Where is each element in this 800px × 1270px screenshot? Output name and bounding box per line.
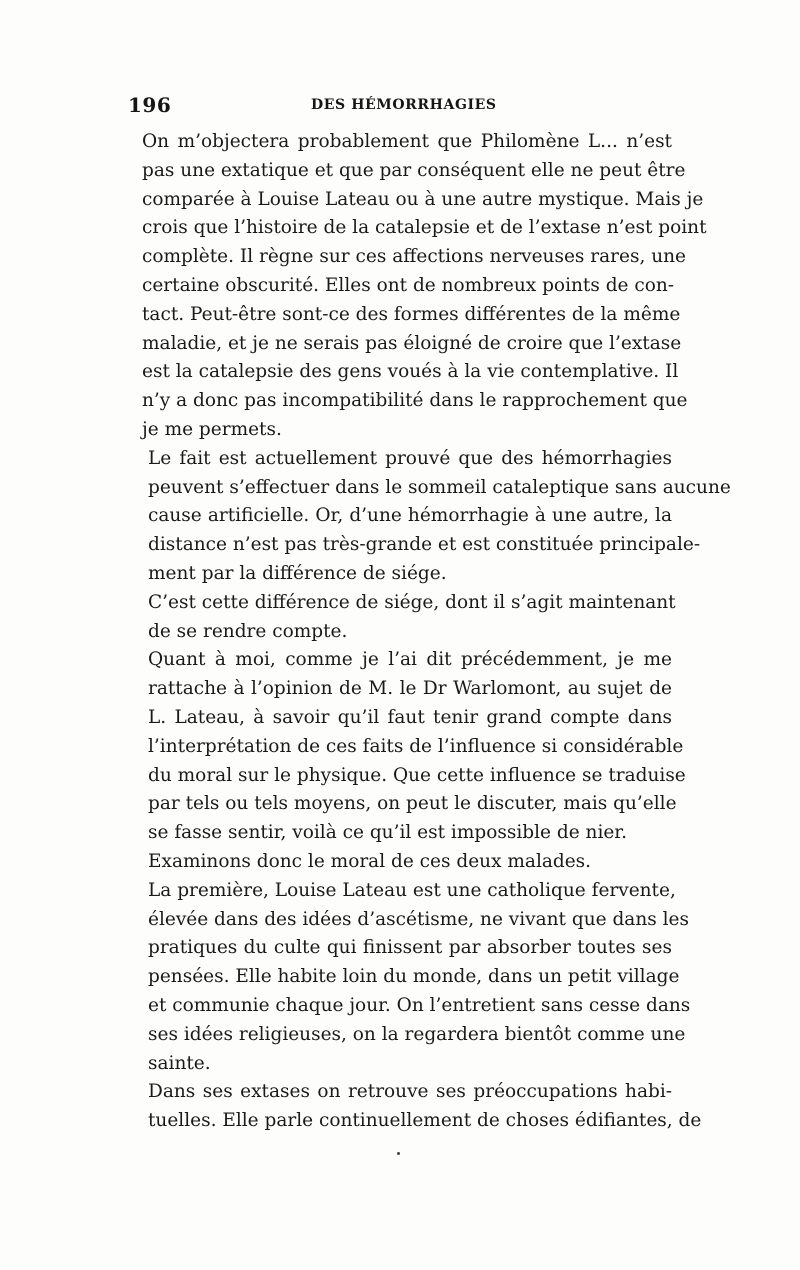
text-line: de se rendre compte. [148,620,348,642]
text-line: comparée à Louise Lateau ou à une autre mystique. Mais je [142,188,704,210]
paragraph [130,589,676,647]
running-head: DES HÉMORRHAGIES [311,97,497,113]
text-line: du moral sur le physique. Que cette influence se traduise [148,764,686,786]
text-line: pas une extatique et que par conséquent elle ne peut être [142,159,686,181]
paragraph [130,877,691,1079]
body-text [130,128,731,1136]
text-line: cause artificielle. Or, d’une hémorrhagie à une autre, la [148,505,672,527]
text-line: distance n’est pas très-grande et est constituée principale- [148,534,701,556]
text-line: crois que l’histoire de la catalepsie et de l’extase n’est point [142,217,707,239]
paragraph [130,445,731,589]
paragraph [130,848,672,877]
text-line: ses idées religieuses, on la regardera bientôt comme une [148,1023,686,1045]
text-line: sainte. [148,1052,211,1074]
text-line: peuvent s’effectuer dans le sommeil cataleptique sans aucune [148,476,731,498]
text-line: rattache à l’opinion de M. le Dr Warlomont, au sujet de [148,678,672,700]
text-line: pratiques du culte qui finissent par absorber toutes ses [148,937,672,959]
page-header [128,93,672,121]
text-line: tact. Peut-être sont-ce des formes différentes de la même [142,303,681,325]
text-line: l’interprétation de ces faits de l’influence si considérable [148,735,684,757]
paragraph [130,128,707,445]
text-line: complète. Il règne sur ces affections nerveuses rares, une [142,246,686,268]
page-number: 196 [128,93,172,117]
text-line: maladie, et je ne serais pas éloigné de croire que l’extase [142,332,682,354]
text-line: La première, Louise Lateau est une catholique fervente, [148,879,676,901]
text-line: On m’objectera probablement que Philomène L... n’est [142,131,672,152]
text-line: C’est cette différence de siége, dont il s’agit maintenant [148,591,676,613]
paragraph [130,646,686,848]
text-line: tuelles. Elle parle continuellement de choses édifiantes, de [148,1110,702,1132]
text-line: se fasse sentir, voilà ce qu’il est impossible de nier. [148,822,628,844]
text-line: Le fait est actuellement prouvé que des hémorrhagies [148,447,672,469]
text-line: n’y a donc pas incompatibilité dans le rapprochement que [142,390,688,412]
text-line: L. Lateau, à savoir qu’il faut tenir grand compte dans [148,706,672,728]
text-line: est la catalepsie des gens voués à la vie contemplative. Il [142,361,679,383]
text-line: Quant à moi, comme je l’ai dit précédemment, je me [148,649,672,671]
print-speck [397,1152,400,1155]
text-line: Examinons donc le moral de ces deux malades. [148,850,592,872]
text-line: élevée dans des idées d’ascétisme, ne vivant que dans les [148,908,689,930]
text-line: pensées. Elle habite loin du monde, dans un petit village [148,966,680,988]
text-line: je me permets. [142,418,282,440]
text-line: ment par la différence de siége. [148,562,447,584]
text-line: Dans ses extases on retrouve ses préoccupations habi- [148,1081,672,1103]
paragraph [130,1078,702,1136]
text-line: et communie chaque jour. On l’entretient sans cesse dans [148,994,691,1016]
text-line: par tels ou tels moyens, on peut le discuter, mais qu’elle [148,793,677,815]
text-line: certaine obscurité. Elles ont de nombreux points de con- [142,274,675,296]
